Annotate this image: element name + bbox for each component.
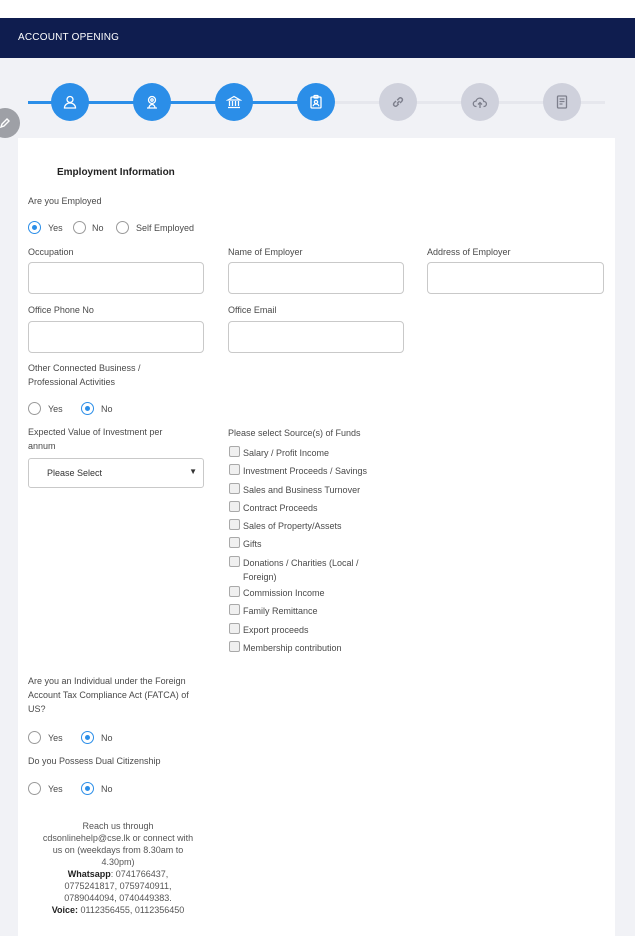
step-personal[interactable] <box>51 83 89 121</box>
investment-label-1: Expected Value of Investment per <box>28 427 163 437</box>
funds-option-label: Salary / Profit Income <box>243 448 330 458</box>
cloud-upload-icon <box>472 94 488 110</box>
employed-self-radio[interactable] <box>116 221 129 234</box>
funds-label: Please select Source(s) of Funds <box>228 428 361 438</box>
funds-option-label: Membership contribution <box>243 643 342 653</box>
id-badge-icon <box>144 94 160 110</box>
employed-self-label: Self Employed <box>136 223 195 233</box>
office-email-label: Office Email <box>228 305 277 315</box>
funds-checkbox[interactable] <box>229 464 240 475</box>
step-declaration[interactable] <box>543 83 581 121</box>
dual-no-radio[interactable] <box>81 782 94 795</box>
funds-option-label: Contract Proceeds <box>243 503 318 513</box>
employer-name-input[interactable] <box>228 262 404 294</box>
funds-checkbox[interactable] <box>229 641 240 652</box>
pencil-icon <box>0 117 11 129</box>
page-title: ACCOUNT OPENING <box>18 32 120 43</box>
employed-yes-label: Yes <box>48 223 63 233</box>
whatsapp-number: : 0741766437, <box>110 869 169 879</box>
bank-icon <box>226 94 242 110</box>
funds-checkbox[interactable] <box>229 446 240 457</box>
funds-option-label: Donations / Charities (Local / <box>243 558 359 568</box>
funds-checkbox[interactable] <box>229 501 240 512</box>
other-business-yes-radio[interactable] <box>28 402 41 415</box>
other-business-no-label: No <box>101 404 113 414</box>
step-employment[interactable] <box>297 83 335 121</box>
step-upload[interactable] <box>461 83 499 121</box>
step-bank[interactable] <box>215 83 253 121</box>
dual-no-label: No <box>101 784 113 794</box>
employer-name-label: Name of Employer <box>228 247 303 257</box>
occupation-label: Occupation <box>28 247 74 257</box>
page-header <box>0 18 635 58</box>
funds-checkbox[interactable] <box>229 519 240 530</box>
funds-option-label: Commission Income <box>243 588 325 598</box>
dual-yes-radio[interactable] <box>28 782 41 795</box>
funds-checkbox[interactable] <box>229 604 240 615</box>
section-title: Employment Information <box>57 167 175 178</box>
employed-no-label: No <box>92 223 104 233</box>
office-email-input[interactable] <box>228 321 404 353</box>
form-card <box>18 138 615 936</box>
office-phone-label: Office Phone No <box>28 305 94 315</box>
fatca-label-3: US? <box>28 704 46 714</box>
other-business-label-2: Professional Activities <box>28 377 116 387</box>
funds-checkbox[interactable] <box>229 623 240 634</box>
whatsapp-line <box>30 868 206 880</box>
employer-address-label: Address of Employer <box>427 247 511 257</box>
contact-line: Reach us through <box>82 821 154 831</box>
dual-citizenship-label: Do you Possess Dual Citizenship <box>28 756 161 766</box>
funds-option-label: Family Remittance <box>243 606 318 616</box>
funds-option-label: Gifts <box>243 539 262 549</box>
other-business-yes-label: Yes <box>48 404 63 414</box>
voice-label: Voice: <box>51 905 79 915</box>
link-icon <box>390 94 406 110</box>
funds-checkbox[interactable] <box>229 556 240 567</box>
contact-line: us on (weekdays from 8.30am to <box>52 845 184 855</box>
voice-line <box>30 904 206 916</box>
whatsapp-numbers: 0775241817, 0759740911, <box>64 881 172 891</box>
funds-checkbox[interactable] <box>229 586 240 597</box>
step-link[interactable] <box>379 83 417 121</box>
fatca-no-label: No <box>101 733 113 743</box>
user-icon <box>62 94 78 110</box>
fatca-label-2: Account Tax Compliance Act (FATCA) of <box>28 690 189 700</box>
step-identity[interactable] <box>133 83 171 121</box>
whatsapp-numbers: 0789044094, 0740449383. <box>64 893 172 903</box>
whatsapp-label: Whatsapp <box>67 869 111 879</box>
other-business-no-radio[interactable] <box>81 402 94 415</box>
occupation-input[interactable] <box>28 262 204 294</box>
contact-email-line: cdsonlinehelp@cse.lk or connect with <box>42 833 194 843</box>
office-phone-input[interactable] <box>28 321 204 353</box>
contact-info <box>30 820 206 916</box>
other-business-label-1: Other Connected Business / <box>28 363 141 373</box>
clipboard-icon <box>308 94 324 110</box>
document-icon <box>554 94 570 110</box>
funds-option-label: Sales of Property/Assets <box>243 521 342 531</box>
dropdown-caret-icon: ▼ <box>189 467 197 476</box>
dual-yes-label: Yes <box>48 784 63 794</box>
employed-no-radio[interactable] <box>73 221 86 234</box>
funds-checkbox[interactable] <box>229 483 240 494</box>
voice-numbers: 0112356455, 0112356450 <box>78 905 185 915</box>
employer-address-input[interactable] <box>427 262 604 294</box>
funds-option-label: Export proceeds <box>243 625 309 635</box>
employed-question: Are you Employed <box>28 196 102 206</box>
fatca-label-1: Are you an Individual under the Foreign <box>28 676 186 686</box>
fatca-yes-radio[interactable] <box>28 731 41 744</box>
investment-label-2: annum <box>28 441 56 451</box>
employed-yes-radio[interactable] <box>28 221 41 234</box>
funds-option-label: Investment Proceeds / Savings <box>243 466 368 476</box>
contact-line: 4.30pm) <box>101 857 135 867</box>
progress-stepper <box>0 80 635 124</box>
top-strip <box>0 0 635 18</box>
funds-option-label: Sales and Business Turnover <box>243 485 361 495</box>
fatca-no-radio[interactable] <box>81 731 94 744</box>
investment-select[interactable] <box>28 458 204 488</box>
funds-checkbox[interactable] <box>229 537 240 548</box>
funds-option-label-cont: Foreign) <box>243 572 277 582</box>
fatca-yes-label: Yes <box>48 733 63 743</box>
investment-select-value: Please Select <box>47 468 103 478</box>
